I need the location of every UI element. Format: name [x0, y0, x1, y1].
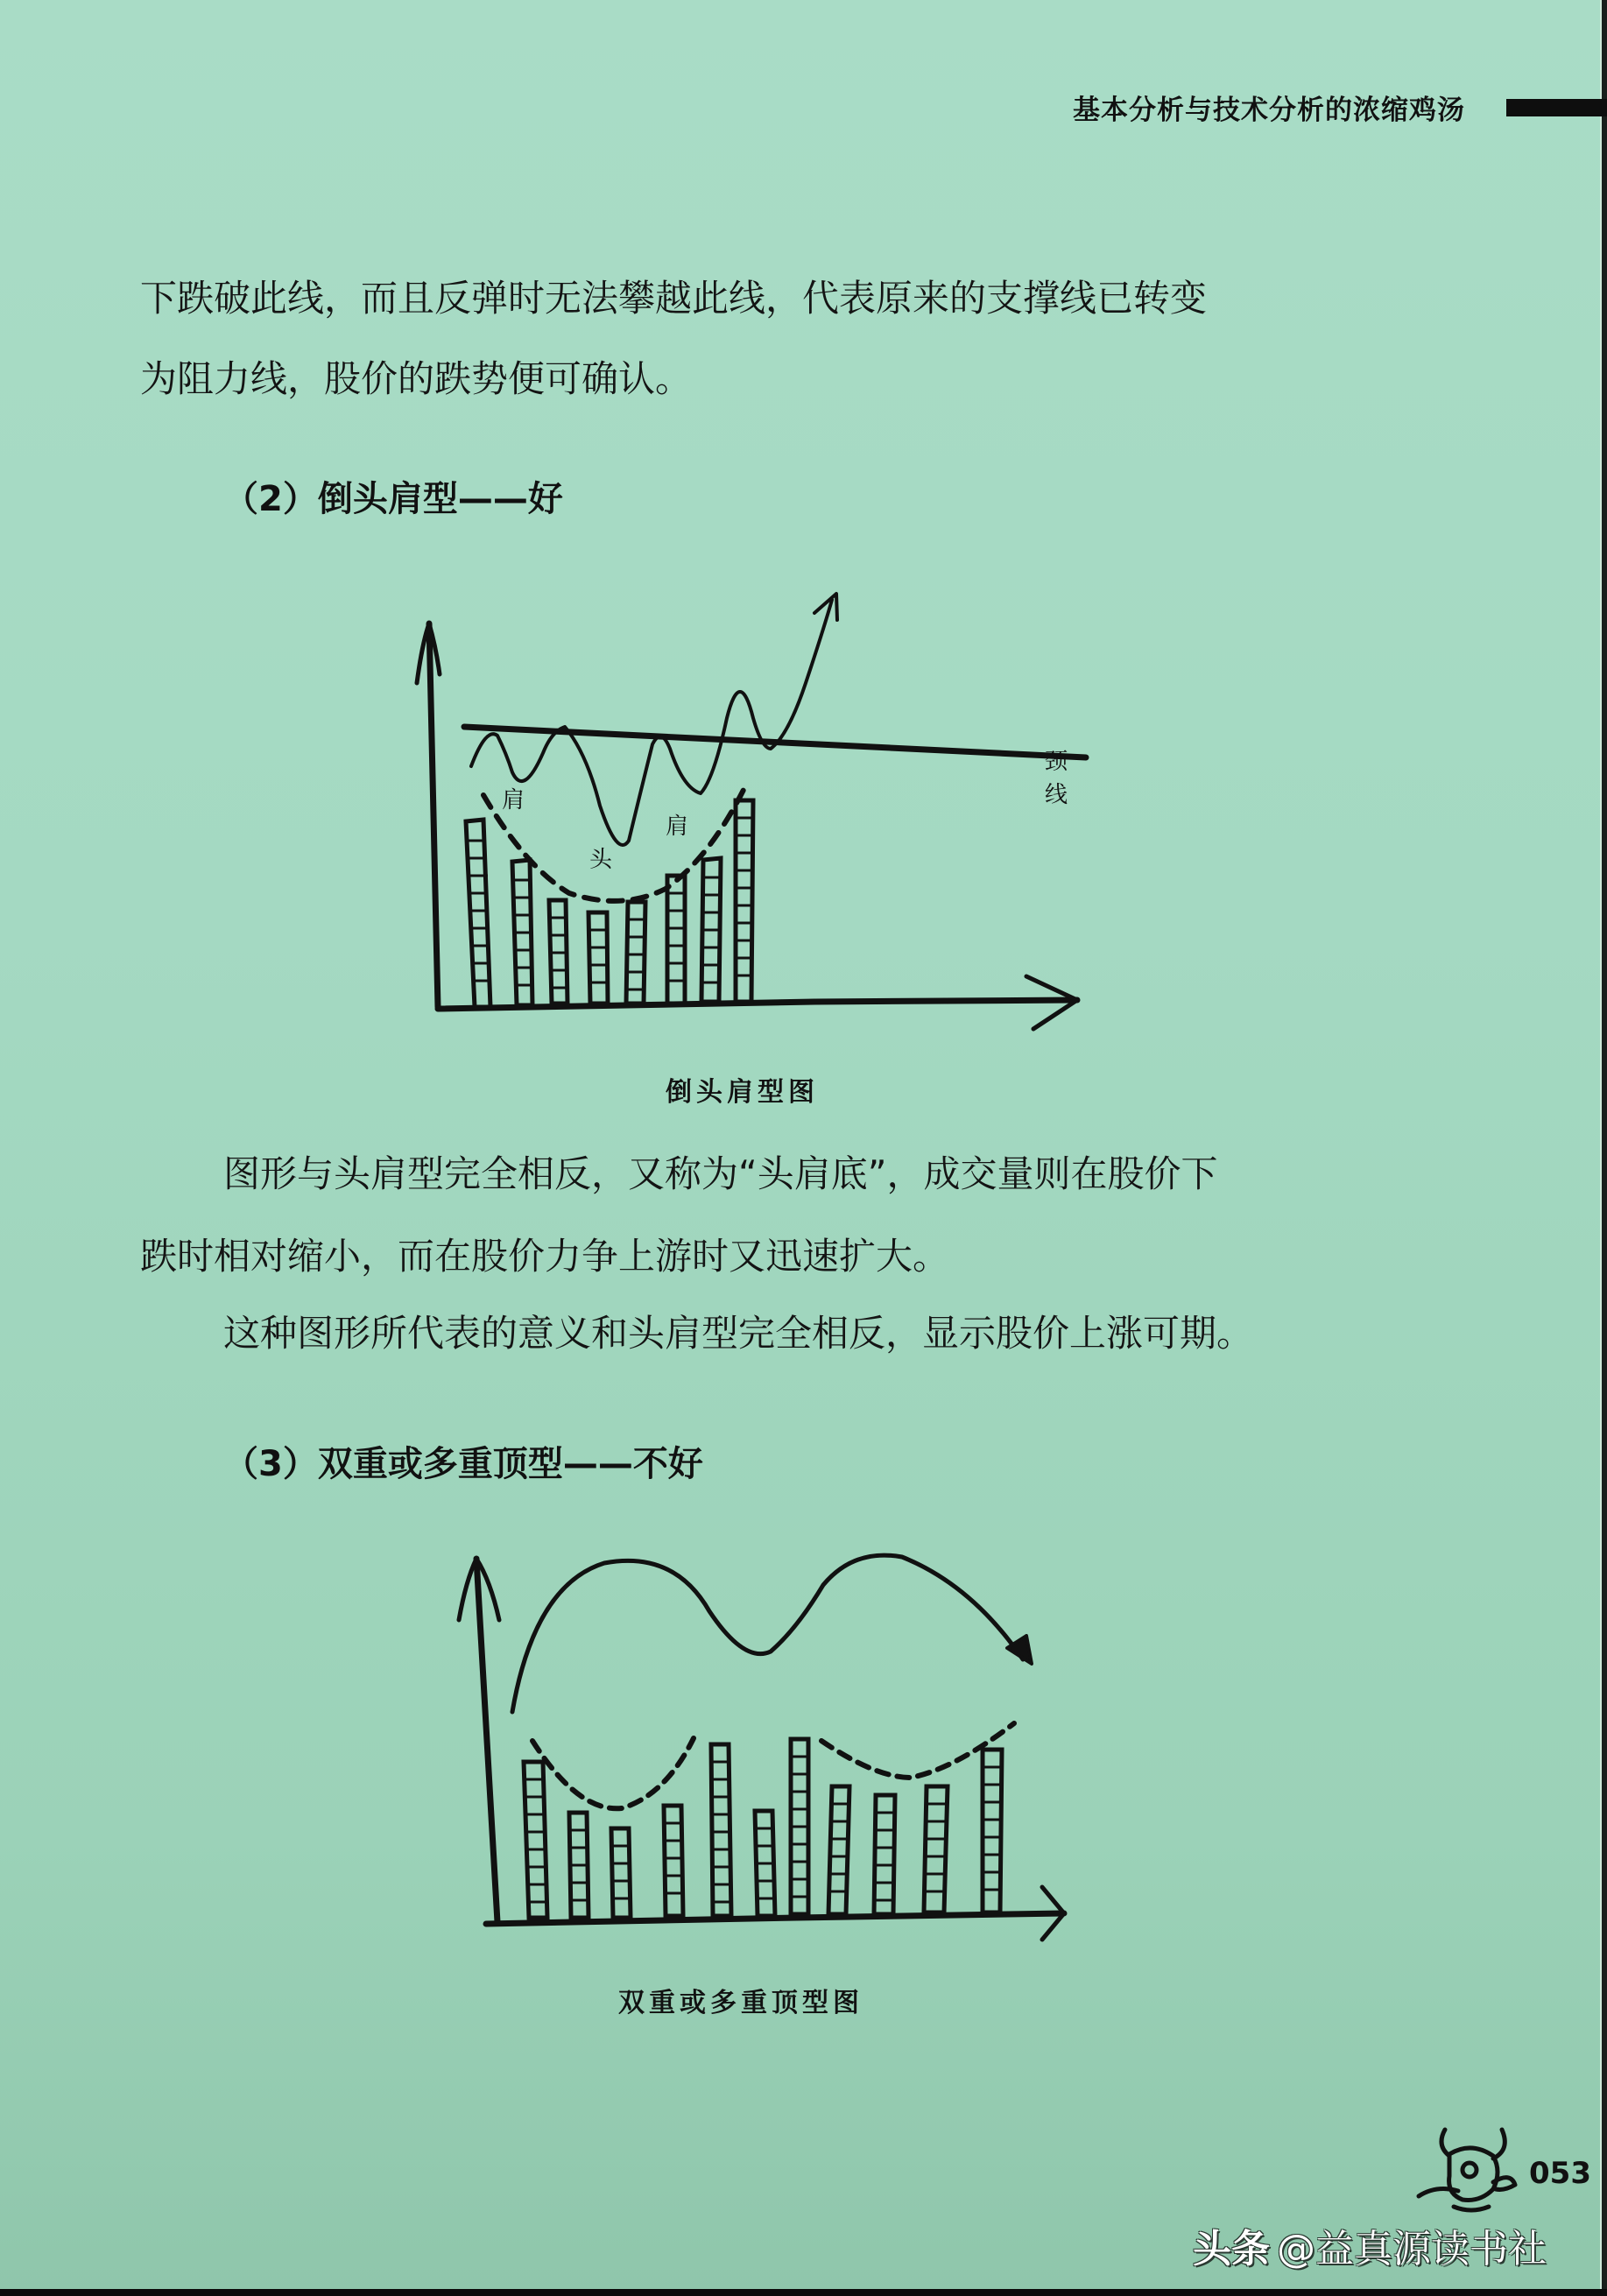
volume-bar [983, 1750, 1002, 1912]
volume-bar [589, 912, 608, 1004]
volume-bar [626, 902, 645, 1004]
chart-svg [403, 578, 1086, 1033]
y-axis [476, 1559, 497, 1922]
bottom-edge [0, 2289, 1607, 2296]
volume-bar [549, 900, 567, 1004]
label-right-shoulder: 肩 [666, 813, 689, 840]
bull-mascot-icon [1410, 2119, 1524, 2219]
volume-bar [755, 1811, 775, 1916]
volume-bar [874, 1795, 895, 1914]
watermark-brand: 头条 [1193, 2227, 1270, 2271]
paragraph-line: 为阻力线，股价的跌势便可确认。 [140, 357, 693, 400]
paragraph-line: 跌时相对缩小，而在股价力争上游时又迅速扩大。 [140, 1235, 950, 1278]
page-number: 053 [1529, 2156, 1591, 2191]
paragraph-line: 图形与头肩型完全相反，又称为“头肩底”，成交量则在股价下 [223, 1152, 1218, 1195]
section-heading: （3）双重或多重顶型——不好 [223, 1444, 703, 1484]
paragraph-line: 这种图形所代表的意义和头肩型完全相反，显示股价上涨可期。 [223, 1312, 1254, 1355]
volume-bars [524, 1739, 1002, 1918]
volume-bar [611, 1828, 631, 1918]
price-line [512, 1555, 1023, 1712]
volume-bar [711, 1744, 731, 1916]
volume-bar [512, 860, 532, 1005]
volume-bar [524, 1762, 547, 1918]
volume-bar [569, 1813, 589, 1918]
volume-bar [828, 1786, 849, 1914]
double-top-chart [447, 1532, 1077, 1956]
price-line [471, 600, 832, 845]
volume-trend-dashed [532, 1738, 694, 1808]
watermark-account: @益真源读书社 [1277, 2227, 1547, 2271]
label-left-shoulder: 肩 [502, 787, 525, 813]
header-bar-decoration [1506, 99, 1607, 116]
watermark [1193, 2217, 1547, 2273]
volume-bar [924, 1786, 948, 1912]
label-neckline-2: 线 [1045, 782, 1068, 808]
y-axis [429, 623, 438, 1007]
volume-bar [667, 876, 685, 1004]
volume-bar [736, 800, 753, 1002]
section-heading: （2）倒头肩型——好 [223, 479, 563, 519]
volume-bar [701, 858, 721, 1002]
inverse-head-shoulders-chart [403, 578, 1086, 1037]
running-header: 基本分析与技术分析的浓缩鸡汤 [1073, 95, 1465, 126]
figure-caption: 倒头肩型图 [666, 1077, 819, 1108]
label-head: 头 [589, 847, 613, 873]
volume-bar [791, 1739, 808, 1914]
volume-bar [466, 820, 490, 1007]
figure-caption: 双重或多重顶型图 [618, 1988, 863, 2018]
chart-svg [447, 1532, 1077, 1953]
page-edge [1602, 0, 1607, 2296]
paragraph-line: 下跌破此线，而且反弹时无法攀越此线，代表原来的支撑线已转变 [140, 277, 1208, 320]
label-neckline-1: 颈 [1045, 749, 1068, 775]
volume-bar [664, 1806, 683, 1916]
